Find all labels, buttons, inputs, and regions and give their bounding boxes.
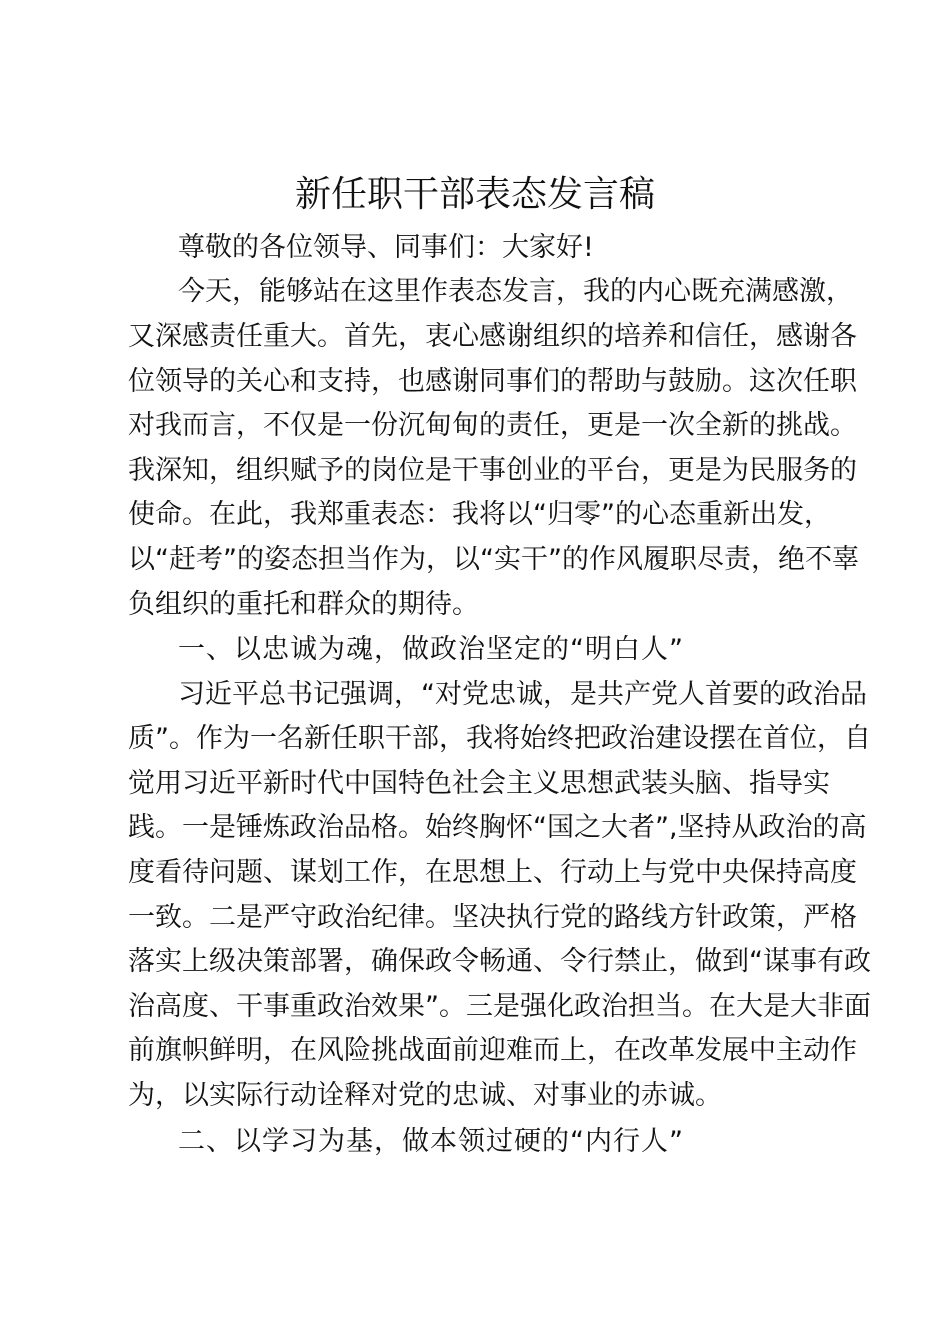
salutation: 尊敬的各位领导、同事们：大家好! — [178, 232, 594, 263]
paragraph-line: 治高度、干事重政治效果”。三是强化政治担当。在大是大非面 — [128, 991, 871, 1022]
paragraph-line: 负组织的重托和群众的期待。 — [128, 589, 479, 620]
paragraph-line: 践。一是锤炼政治品格。始终胸怀“国之大者”,坚持从政治的高 — [128, 812, 867, 843]
paragraph-line: 我深知，组织赋予的岗位是干事创业的平台，更是为民服务的 — [128, 455, 857, 486]
paragraph-line: 觉用习近平新时代中国特色社会主义思想武装头脑、指导实 — [128, 768, 830, 799]
section-heading: 二、以学习为基，做本领过硬的“内行人” — [178, 1126, 684, 1157]
paragraph-line: 度看待问题、谋划工作，在思想上、行动上与党中央保持高度 — [128, 857, 857, 888]
section-heading: 一、以忠诚为魂，做政治坚定的“明白人” — [178, 634, 684, 665]
paragraph-line: 质”。作为一名新任职干部，我将始终把政治建设摆在首位，自 — [128, 723, 871, 754]
paragraph-line: 以“赶考”的姿态担当作为，以“实干”的作风履职尽责，绝不辜 — [128, 544, 859, 575]
paragraph-line: 落实上级决策部署，确保政令畅通、令行禁止，做到“谋事有政 — [128, 946, 871, 977]
paragraph-line: 又深感责任重大。首先，衷心感谢组织的培养和信任，感谢各 — [128, 321, 857, 352]
paragraph-line: 位领导的关心和支持，也感谢同事们的帮助与鼓励。这次任职 — [128, 366, 857, 397]
paragraph-line: 为，以实际行动诠释对党的忠诚、对事业的赤诚。 — [128, 1080, 722, 1111]
document-title: 新任职干部表态发言稿 — [294, 174, 655, 215]
paragraph-line: 对我而言，不仅是一份沉甸甸的责任，更是一次全新的挑战。 — [128, 410, 857, 441]
paragraph-line: 今天，能够站在这里作表态发言，我的内心既充满感激， — [178, 276, 853, 307]
paragraph-line: 前旗帜鲜明，在风险挑战面前迎难而上，在改革发展中主动作 — [128, 1035, 857, 1066]
paragraph-line: 使命。在此，我郑重表态：我将以“归零”的心态重新出发， — [128, 499, 831, 530]
paragraph-line: 习近平总书记强调，“对党忠诚，是共产党人首要的政治品 — [178, 679, 867, 710]
paragraph-line: 一致。二是严守政治纪律。坚决执行党的路线方针政策，严格 — [128, 902, 857, 933]
